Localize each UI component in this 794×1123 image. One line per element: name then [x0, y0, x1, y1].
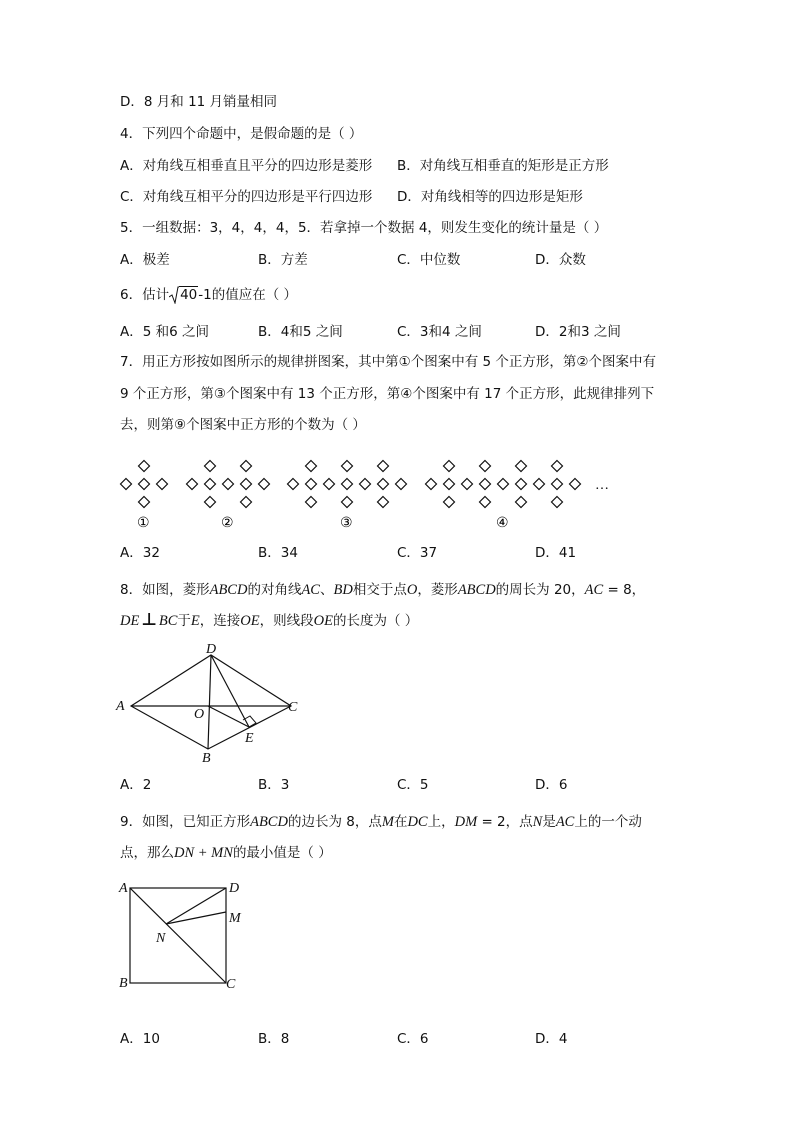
- q8-text: 的对角线: [247, 582, 302, 598]
- q6-option-b: B．4和5 之间: [258, 324, 343, 340]
- sqrt-symbol: [169, 285, 198, 305]
- q9-text: 是: [542, 814, 556, 830]
- q9-stem-line1: [120, 812, 642, 832]
- q8-var: ABCD: [457, 582, 496, 598]
- q5-stem: 5．一组数据：3，4，4，4，5．若拿掉一个数据 4，则发生变化的统计量是（ ）: [120, 220, 608, 236]
- q8-text: 于: [177, 613, 191, 629]
- pattern-label-3: ③: [340, 516, 353, 531]
- q3-option-d: D．8 月和 11 月销量相同: [120, 94, 278, 110]
- q6-option-a: A．5 和6 之间: [120, 324, 209, 340]
- q8-var: AC: [301, 582, 320, 598]
- q8-text: 的长度为（ ）: [332, 613, 419, 629]
- q7-stem-line1: 7．用正方形按如图所示的规律拼图案，其中第①个图案中有 5 个正方形，第②个图案中有: [120, 354, 656, 370]
- q7-option-b: B．34: [258, 545, 298, 561]
- q5-option-c: C．中位数: [397, 252, 461, 268]
- q9-option-c: C．6: [397, 1031, 429, 1047]
- q8-text: ，连接: [199, 613, 241, 629]
- q9-text: 9．如图，已知正方形: [120, 814, 251, 830]
- q9-var: N: [532, 814, 543, 830]
- q9-label-m: M: [229, 911, 241, 926]
- q7-option-c: C．37: [397, 545, 438, 561]
- pattern-label-4: ④: [496, 516, 509, 531]
- q9-option-a: A．10: [120, 1031, 160, 1047]
- q8-option-c: C．5: [397, 777, 429, 793]
- q8-var: OE: [313, 613, 333, 629]
- q5-option-d: D．众数: [535, 252, 586, 268]
- pattern-3: [288, 461, 407, 508]
- q9-text: 上的一个动: [574, 814, 642, 830]
- q9-text: 上，: [427, 814, 455, 830]
- q8-stem-line1: [120, 580, 645, 600]
- q8-option-b: B．3: [258, 777, 290, 793]
- q6-stem-post: -1的值应在（ ）: [198, 287, 298, 303]
- q8-text: 8．如图，菱形: [120, 582, 210, 598]
- q6-option-d: D．2和3 之间: [535, 324, 621, 340]
- q8-stem-line2: [120, 610, 418, 631]
- q7-pattern-figure: [110, 452, 630, 534]
- q9-text: 的边长为 8，点: [287, 814, 382, 830]
- perpendicular-symbol: ⊥: [141, 610, 157, 630]
- q8-label-o: O: [194, 707, 205, 722]
- q9-var: M: [381, 814, 394, 830]
- q8-var: BD: [333, 582, 353, 598]
- q4-option-c: C．对角线互相平分的四边形是平行四边形: [120, 189, 373, 205]
- q7-stem-line2: 9 个正方形，第③个图案中有 13 个正方形，第④个图案中有 17 个正方形，此规律排列下: [120, 386, 655, 402]
- q4-stem: 4．下列四个命题中，是假命题的是（ ）: [120, 126, 363, 142]
- pattern-4: [426, 461, 581, 508]
- q9-stem-line2: [120, 843, 332, 863]
- q8-option-d: D．6: [535, 777, 568, 793]
- q9-label-a: A: [119, 881, 128, 896]
- q8-text: 的周长为 20，: [495, 582, 585, 598]
- q4-option-a: A．对角线互相垂直且平分的四边形是菱形: [120, 158, 373, 174]
- q8-label-e: E: [245, 731, 254, 746]
- q8-text: = 8，: [603, 582, 646, 598]
- pattern-1: [121, 461, 168, 508]
- q8-text: 相交于点: [352, 582, 407, 598]
- q9-square-figure: [110, 876, 260, 996]
- q8-label-c: C: [288, 700, 298, 715]
- q9-var: DN + MN: [174, 845, 233, 861]
- q9-text: 点，那么: [120, 845, 174, 861]
- q7-option-d: D．41: [535, 545, 577, 561]
- q5-option-a: A．极差: [120, 252, 170, 268]
- q9-text: = 2，点: [477, 814, 533, 830]
- q6-radicand: 40: [180, 287, 198, 303]
- q8-var: ABCD: [209, 582, 248, 598]
- q7-option-a: A．32: [120, 545, 160, 561]
- q9-label-n: N: [156, 931, 166, 946]
- q4-option-b: B．对角线互相垂直的矩形是正方形: [397, 158, 609, 174]
- q5-option-b: B．方差: [258, 252, 308, 268]
- q6-stem: [120, 285, 297, 305]
- q8-var: BC: [158, 613, 178, 629]
- q9-var: DC: [407, 814, 428, 830]
- q8-var: O: [406, 582, 418, 598]
- pattern-label-2: ②: [221, 516, 234, 531]
- q8-var: OE: [240, 613, 260, 629]
- q9-text: 的最小值是（ ）: [232, 845, 332, 861]
- pattern-label-1: ①: [137, 516, 150, 531]
- q8-label-b: B: [202, 751, 211, 766]
- q9-var: ABCD: [250, 814, 288, 830]
- q8-var: E: [190, 613, 200, 629]
- q9-option-d: D．4: [535, 1031, 568, 1047]
- q9-var: AC: [555, 814, 575, 830]
- q8-label-a: A: [116, 699, 125, 714]
- q8-text: ，菱形: [417, 582, 458, 598]
- q9-label-c: C: [226, 977, 236, 992]
- q4-option-d: D．对角线相等的四边形是矩形: [397, 189, 583, 205]
- pattern-2: [187, 461, 270, 508]
- q8-var: AC: [584, 582, 604, 598]
- q6-stem-pre: 6．估计: [120, 287, 170, 303]
- q9-text: 在: [393, 814, 408, 830]
- q9-var: DM: [454, 814, 478, 830]
- q8-rhombus-figure: [110, 640, 310, 770]
- q8-label-d: D: [206, 642, 217, 657]
- q9-label-b: B: [119, 976, 128, 991]
- q6-option-c: C．3和4 之间: [397, 324, 482, 340]
- q8-text: ，则线段: [259, 613, 314, 629]
- pattern-ellipsis: …: [595, 478, 609, 493]
- q7-stem-line3: 去，则第⑨个图案中正方形的个数为（ ）: [120, 417, 366, 433]
- q9-label-d: D: [229, 881, 240, 896]
- q8-text: 、: [319, 582, 334, 598]
- q9-option-b: B．8: [258, 1031, 290, 1047]
- q8-var: DE: [120, 613, 140, 629]
- q8-option-a: A．2: [120, 777, 152, 793]
